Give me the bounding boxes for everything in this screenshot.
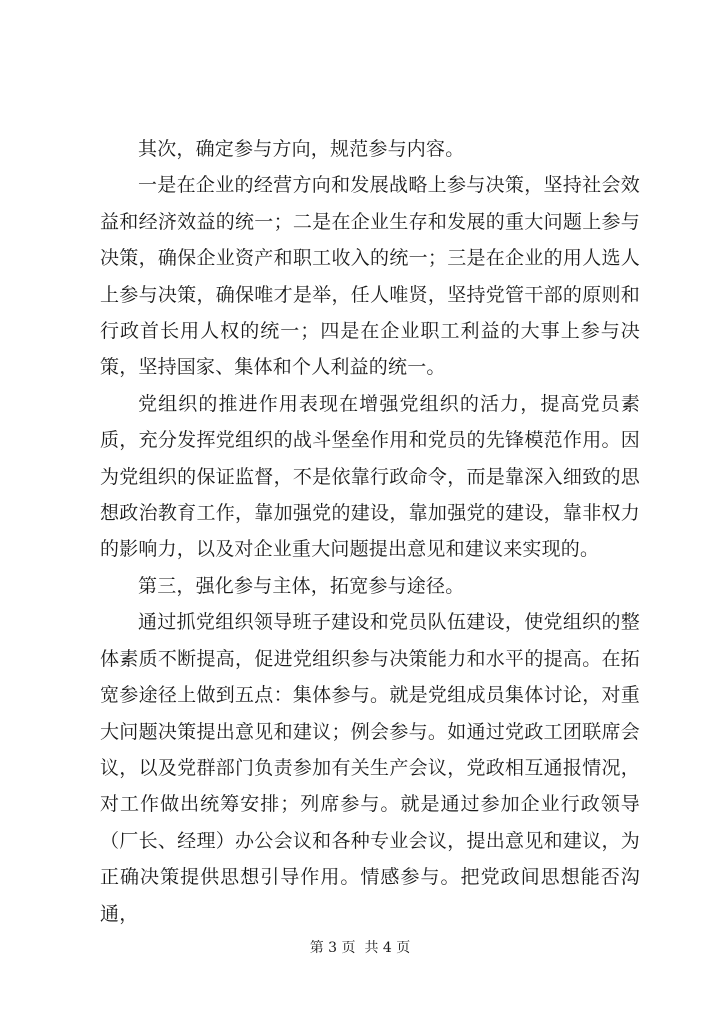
paragraph-4: 第三，强化参与主体，拓宽参与途径。 [138, 574, 465, 597]
paragraph-1: 其次，确定参与方向，规范参与内容。 [138, 138, 465, 160]
page-footer [0, 938, 720, 958]
paragraph-2: 一是在企业的经营方向和发展战略上参与决策，坚持社会效益和经济效益的统一；二是在企业生存和发展的重大问题上参与决策，确保企业资产和职工收入的统一；三是在企业的用人选人上参与决策，确保唯才是举，任人唯贤，坚持党管干部的原则和行政首长用人权的统一；四是在企业职工利益的大事上参与决策，坚持国家、集体和个人利益的统一。 [100, 174, 640, 379]
document-body [100, 131, 640, 932]
paragraph-5: 通过抓党组织领导班子建设和党员队伍建设，使党组织的整体素质不断提高，促进党组织参与决策能力和水平的提高。在拓宽参途径上做到五点：集体参与。就是党组成员集体讨论，对重大问题决策提出意见和建议；例会参与。如通过党政工团联席会议，以及党群部门负责参加有关生产会议，党政相互通报情况，对工作做出统筹安排；列席参与。就是通过参加企业行政领导（厂长、经理）办公会议和各种专业会议，提出意见和建议，为正确决策提供思想引导作用。情感参与。把党政间思想能否沟通， [100, 611, 640, 925]
page-number-label: 第 3 页 共 4 页 [309, 940, 411, 956]
paragraph-3: 党组织的推进作用表现在增强党组织的活力，提高党员素质，充分发挥党组织的战斗堡垒作用和党员的先锋模范作用。因为党组织的保证监督，不是依靠行政命令，而是靠深入细致的思想政治教育工作，靠加强党的建设，靠加强党的建设，靠非权力的影响力，以及对企业重大问题提出意见和建议来实现的。 [100, 392, 640, 561]
